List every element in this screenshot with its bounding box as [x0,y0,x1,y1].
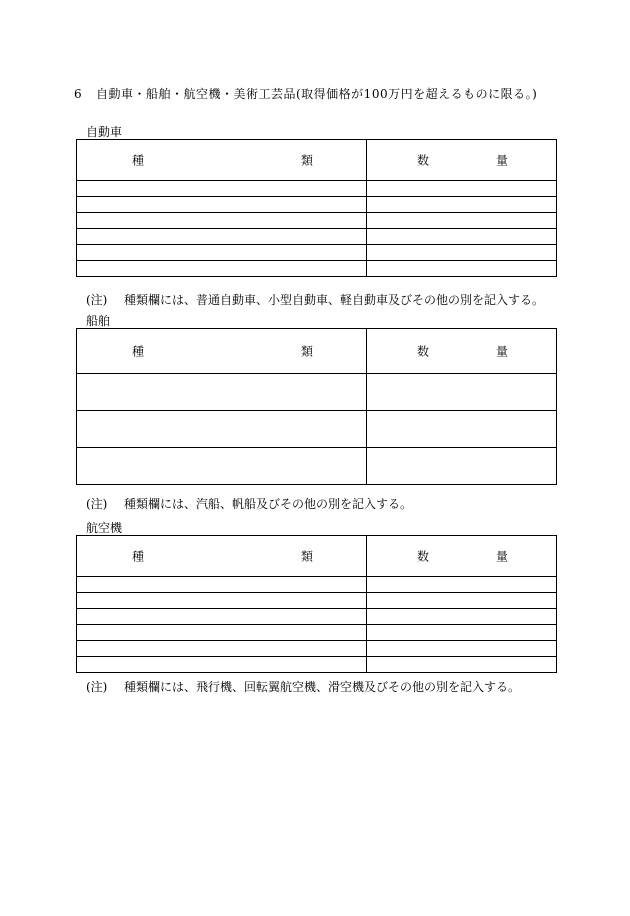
header-char: 種 [132,549,145,564]
table-row [77,448,557,485]
car-section-label: 自動車 [86,125,123,139]
note-text: 種類欄には、飛行機、回転翼航空機、滑空機及びその他の別を記入する。 [124,680,521,694]
section-number: 6 [74,87,83,101]
header-char: 数 [417,549,430,564]
note-tag: (注) [86,497,108,511]
quantity-cell[interactable] [367,229,557,245]
quantity-cell[interactable] [367,577,557,593]
quantity-cell[interactable] [367,641,557,657]
header-char: 類 [301,153,314,168]
type-cell[interactable] [77,261,367,277]
type-column-header [77,140,367,181]
ship-table [76,328,557,485]
note-tag: (注) [86,293,108,307]
type-cell[interactable] [77,197,367,213]
quantity-cell[interactable] [367,411,557,448]
note-text: 種類欄には、汽船、帆船及びその他の別を記入する。 [124,497,413,511]
type-cell[interactable] [77,411,367,448]
type-cell[interactable] [77,593,367,609]
quantity-cell[interactable] [367,609,557,625]
quantity-column-header [367,329,557,374]
type-cell[interactable] [77,213,367,229]
type-cell[interactable] [77,448,367,485]
header-char: 量 [496,549,509,564]
table-row [77,411,557,448]
table-row [77,593,557,609]
table-header-row [77,536,557,577]
table-row [77,213,557,229]
quantity-cell[interactable] [367,448,557,485]
quantity-cell[interactable] [367,197,557,213]
note-tag: (注) [86,680,108,694]
type-cell[interactable] [77,609,367,625]
car-note [86,291,544,308]
table-row [77,657,557,673]
table-header-row [77,329,557,374]
table-row [77,261,557,277]
header-char: 種 [132,153,145,168]
table-row [77,229,557,245]
type-column-header [77,536,367,577]
header-char: 数 [417,153,430,168]
type-cell[interactable] [77,374,367,411]
ship-note [86,495,412,512]
quantity-cell[interactable] [367,593,557,609]
quantity-column-header [367,536,557,577]
type-cell[interactable] [77,245,367,261]
table-row [77,245,557,261]
table-row [77,374,557,411]
type-column-header [77,329,367,374]
quantity-column-header [367,140,557,181]
type-cell[interactable] [77,577,367,593]
header-char: 量 [496,344,509,359]
table-row [77,609,557,625]
header-char: 類 [301,549,314,564]
header-char: 類 [301,344,314,359]
quantity-cell[interactable] [367,245,557,261]
aircraft-table [76,535,557,673]
type-cell[interactable] [77,657,367,673]
quantity-cell[interactable] [367,213,557,229]
header-char: 数 [417,344,430,359]
table-row [77,577,557,593]
aircraft-note [86,678,520,695]
quantity-cell[interactable] [367,657,557,673]
car-table [76,139,557,277]
table-row [77,625,557,641]
type-cell[interactable] [77,641,367,657]
table-row [77,197,557,213]
table-row [77,641,557,657]
aircraft-section-label: 航空機 [86,521,123,535]
table-row [77,181,557,197]
quantity-cell[interactable] [367,181,557,197]
type-cell[interactable] [77,229,367,245]
note-text: 種類欄には、普通自動車、小型自動車、軽自動車及びその他の別を記入する。 [124,293,545,307]
quantity-cell[interactable] [367,625,557,641]
section-title: 自動車・船舶・航空機・美術工芸品(取得価格が100万円を超えるものに限る。) [96,87,538,101]
quantity-cell[interactable] [367,374,557,411]
header-char: 種 [132,344,145,359]
ship-section-label: 船舶 [86,314,111,328]
quantity-cell[interactable] [367,261,557,277]
type-cell[interactable] [77,625,367,641]
header-char: 量 [496,153,509,168]
section-heading [74,85,537,102]
table-header-row [77,140,557,181]
type-cell[interactable] [77,181,367,197]
